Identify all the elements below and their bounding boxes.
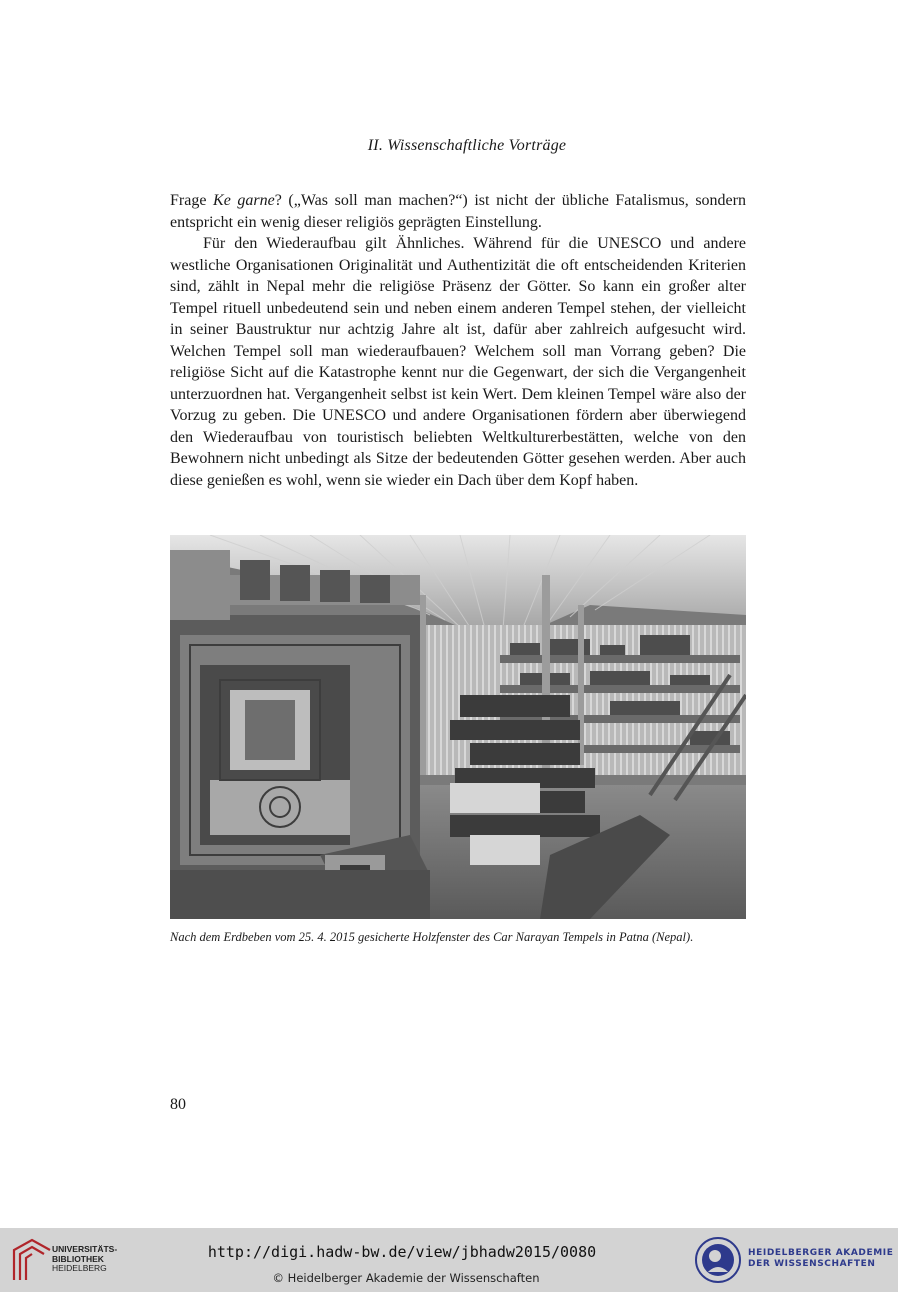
academy-name-line1: HEIDELBERGER AKADEMIE [748,1248,894,1258]
page-number: 80 [170,1096,186,1113]
italic-term: Ke garne [213,192,275,209]
library-name-line3: HEIDELBERG [52,1263,107,1273]
permalink-url[interactable]: http://digi.hadw-bw.de/view/jbhadw2015/0080 [207,1243,597,1261]
library-name-line2: BIBLIOTHEK [52,1253,104,1264]
figure-photo [170,535,746,919]
text-run: ? („Was soll man machen?“) ist nicht der übliche Fatalismus, sondern entspricht ein wenig dieser religiös geprägten Einstellung. [170,192,746,231]
running-head: II. Wissenschaftliche Vorträge [367,137,567,154]
footer-bar [0,1228,898,1292]
body-text [170,190,746,491]
academy-name [748,1248,894,1270]
paragraph [170,233,746,491]
workshop-photo-illustration [170,535,746,919]
library-name-line1: UNIVERSITÄTS- [52,1244,118,1254]
paragraph [170,190,746,233]
copyright-notice: © Heidelberger Akademie der Wissenschaften [272,1271,540,1285]
text-run: Frage [170,192,214,209]
figure-caption: Nach dem Erdbeben vom 25. 4. 2015 gesicherte Holzfenster des Car Narayan Tempels in Patna (Nepal). [170,930,694,944]
academy-name-line2: DER WISSENSCHAFTEN [748,1259,876,1269]
text-run: Für den Wiederaufbau gilt Ähnliches. Während für die UNESCO und andere westliche Organisationen Originalität und Authentizität die oft entscheidenden Kriterien sind, zählt in Nepal mehr die religiöse Präsenz der Götter. So kann ein großer alter Tempel rituell unbedeutend sein und neben einem anderen Tempel stehen, der vielleicht in seiner Baustruktur nur achtzig Jahre alt ist, dafür aber zahlreich aufgesucht wird. Welchen Tempel soll man wiederaufbauen? Welchem soll man Vorrang geben? Die religiöse Sicht auf die Katastrophe kennt nur die Gegenwart, der sich die Vergangenheit unterzuordnen hat. Vergangenheit selbst ist kein Wert. Dem kleinen Tempel wäre also der Vorzug zu geben. Die UNESCO und andere Organisationen fördern aber überwiegend den Wiederaufbau von touristisch beliebten Weltkulturerbestätten, welche von den Bewohnern nicht unbedingt als Sitze der bedeutenden Götter gesehen werden. Aber auch diese genießen es wohl, wenn sie wieder ein Dach über dem Kopf haben. [170,235,746,489]
